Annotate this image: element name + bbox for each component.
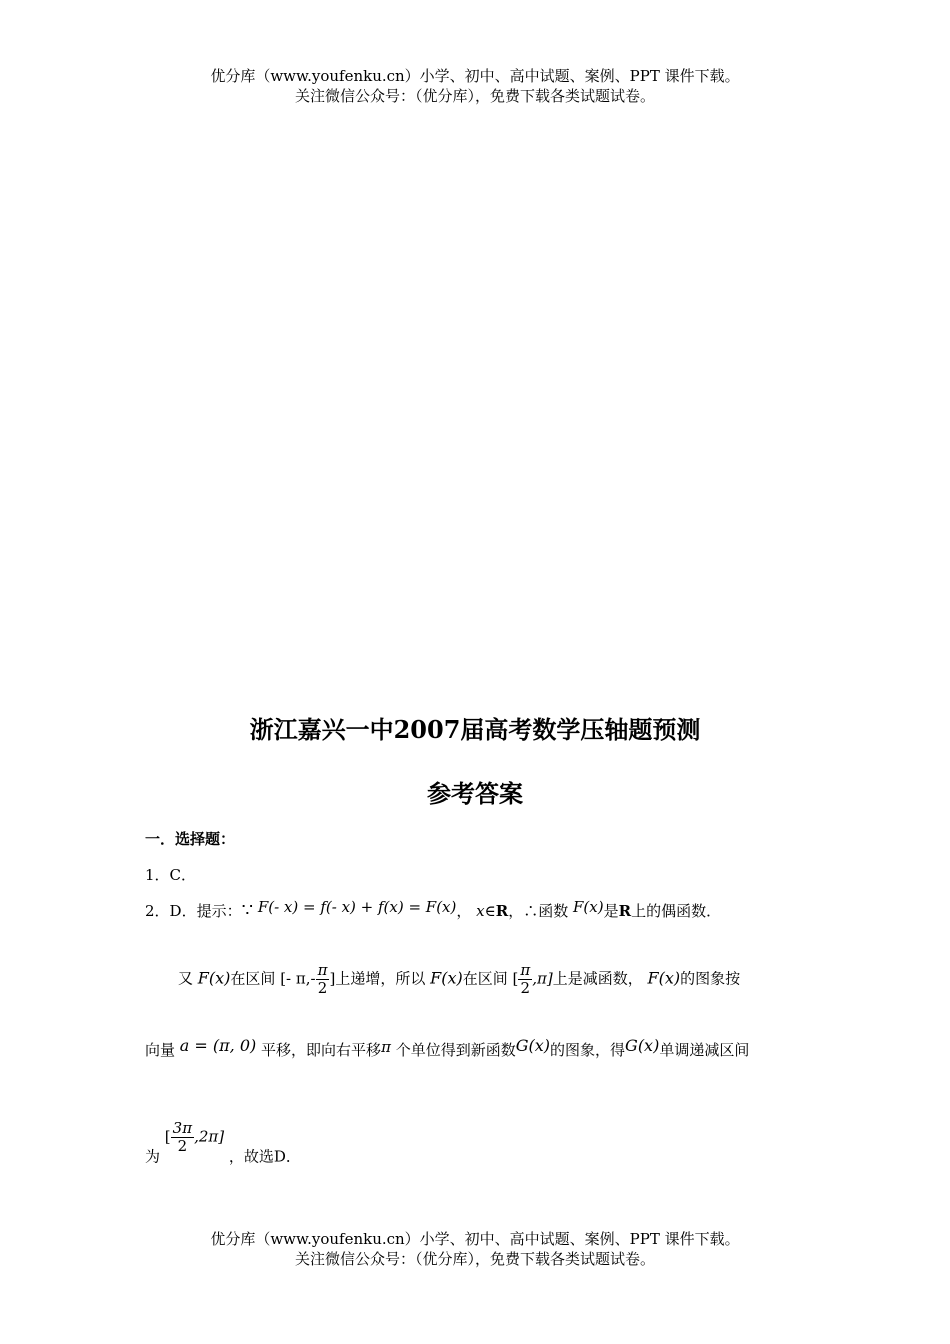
page-header (0, 66, 950, 106)
interval-1 (280, 962, 335, 997)
comma: ， (456, 902, 472, 920)
paragraph-2 (178, 962, 843, 997)
set-R-2: R (618, 902, 632, 920)
document-subtitle: 参考答案 (427, 779, 523, 808)
decreasing-text: 上是减函数， (552, 969, 643, 988)
interval-2-right: ,π] (532, 969, 553, 988)
F-of-x: F(x) (573, 898, 604, 916)
interval-3-right: ,2π] (194, 1127, 225, 1146)
is-text: 是 (603, 902, 619, 920)
fraction-pi-over-2 (316, 962, 330, 997)
interval-2 (513, 962, 553, 997)
increasing-text: 上递增，所以 (335, 969, 426, 988)
fraction-numerator-b: π (520, 961, 531, 979)
even-function-tail: 上的偶函数． (631, 902, 722, 920)
set-R: R (495, 902, 509, 920)
fraction-numerator-c: 3π (172, 1119, 193, 1137)
fraction-pi-over-2-b (518, 962, 532, 997)
interval-3 (165, 1120, 224, 1155)
fraction-denominator-c: 2 (177, 1137, 188, 1155)
x-in: x∈ (476, 902, 496, 920)
vector-a-expression: a = (π, 0) (179, 1036, 257, 1055)
choose-d-text: ，故选D． (228, 1147, 301, 1166)
F-of-x-3: F(x) (430, 968, 463, 988)
answer-1: 1．C． (145, 866, 197, 884)
formula-even-function: F(- x) = f(- x) + f(x) = F(x) (257, 898, 457, 916)
therefore-function: ，∴函数 (508, 902, 569, 920)
F-of-x-2: F(x) (197, 968, 231, 988)
interval-1-right: ] (329, 969, 336, 988)
units-text: 个单位得到新函数 (395, 1041, 516, 1059)
because-symbol: ∵ (241, 900, 254, 921)
graph-by-text: 的图象按 (680, 969, 741, 988)
fraction-denominator-b: 2 (520, 979, 531, 997)
paragraph-3 (145, 1036, 810, 1060)
decreasing-interval-text: 单调递减区间 (659, 1041, 750, 1059)
section-heading-choice: 一．选择题： (145, 830, 236, 848)
header-line-1: 优分库（www.youfenku.cn）小学、初中、高中试题、案例、PPT 课件下载。 (210, 67, 740, 85)
shift-text: 平移，即向右平移 (261, 1041, 382, 1059)
answer-2-prefix: 2．D．提示： (145, 902, 242, 920)
paragraph-4 (145, 1120, 810, 1167)
document-title: 浙江嘉兴一中2007届高考数学压轴题预测 (249, 715, 701, 744)
you-text: 又 (178, 969, 194, 988)
header-line-2: 关注微信公众号：（优分库），免费下载各类试题试卷。 (294, 87, 655, 105)
fraction-3pi-over-2 (171, 1120, 194, 1155)
interval-1-left: [- π,- (280, 969, 316, 988)
footer-line-1: 优分库（www.youfenku.cn）小学、初中、高中试题、案例、PPT 课件下载。 (210, 1230, 740, 1248)
F-of-x-4: F(x) (647, 968, 681, 988)
in-interval-text: 在区间 (230, 969, 276, 988)
wei-text: 为 (145, 1147, 161, 1166)
fraction-denominator: 2 (317, 979, 328, 997)
G-of-x: G(x) (515, 1036, 551, 1055)
vector-text: 向量 (145, 1041, 176, 1059)
answer-2 (145, 898, 810, 921)
pi-symbol: π (381, 1038, 391, 1056)
graph-get-text: 的图象，得 (550, 1041, 626, 1059)
interval-2-left: [ (512, 969, 519, 988)
in-interval-text-2: 在区间 (462, 969, 508, 988)
page-footer (0, 1229, 950, 1269)
footer-line-2: 关注微信公众号：（优分库），免费下载各类试题试卷。 (294, 1250, 655, 1268)
G-of-x-2: G(x) (625, 1036, 660, 1055)
fraction-numerator: π (317, 961, 328, 979)
interval-3-left: [ (164, 1127, 171, 1146)
